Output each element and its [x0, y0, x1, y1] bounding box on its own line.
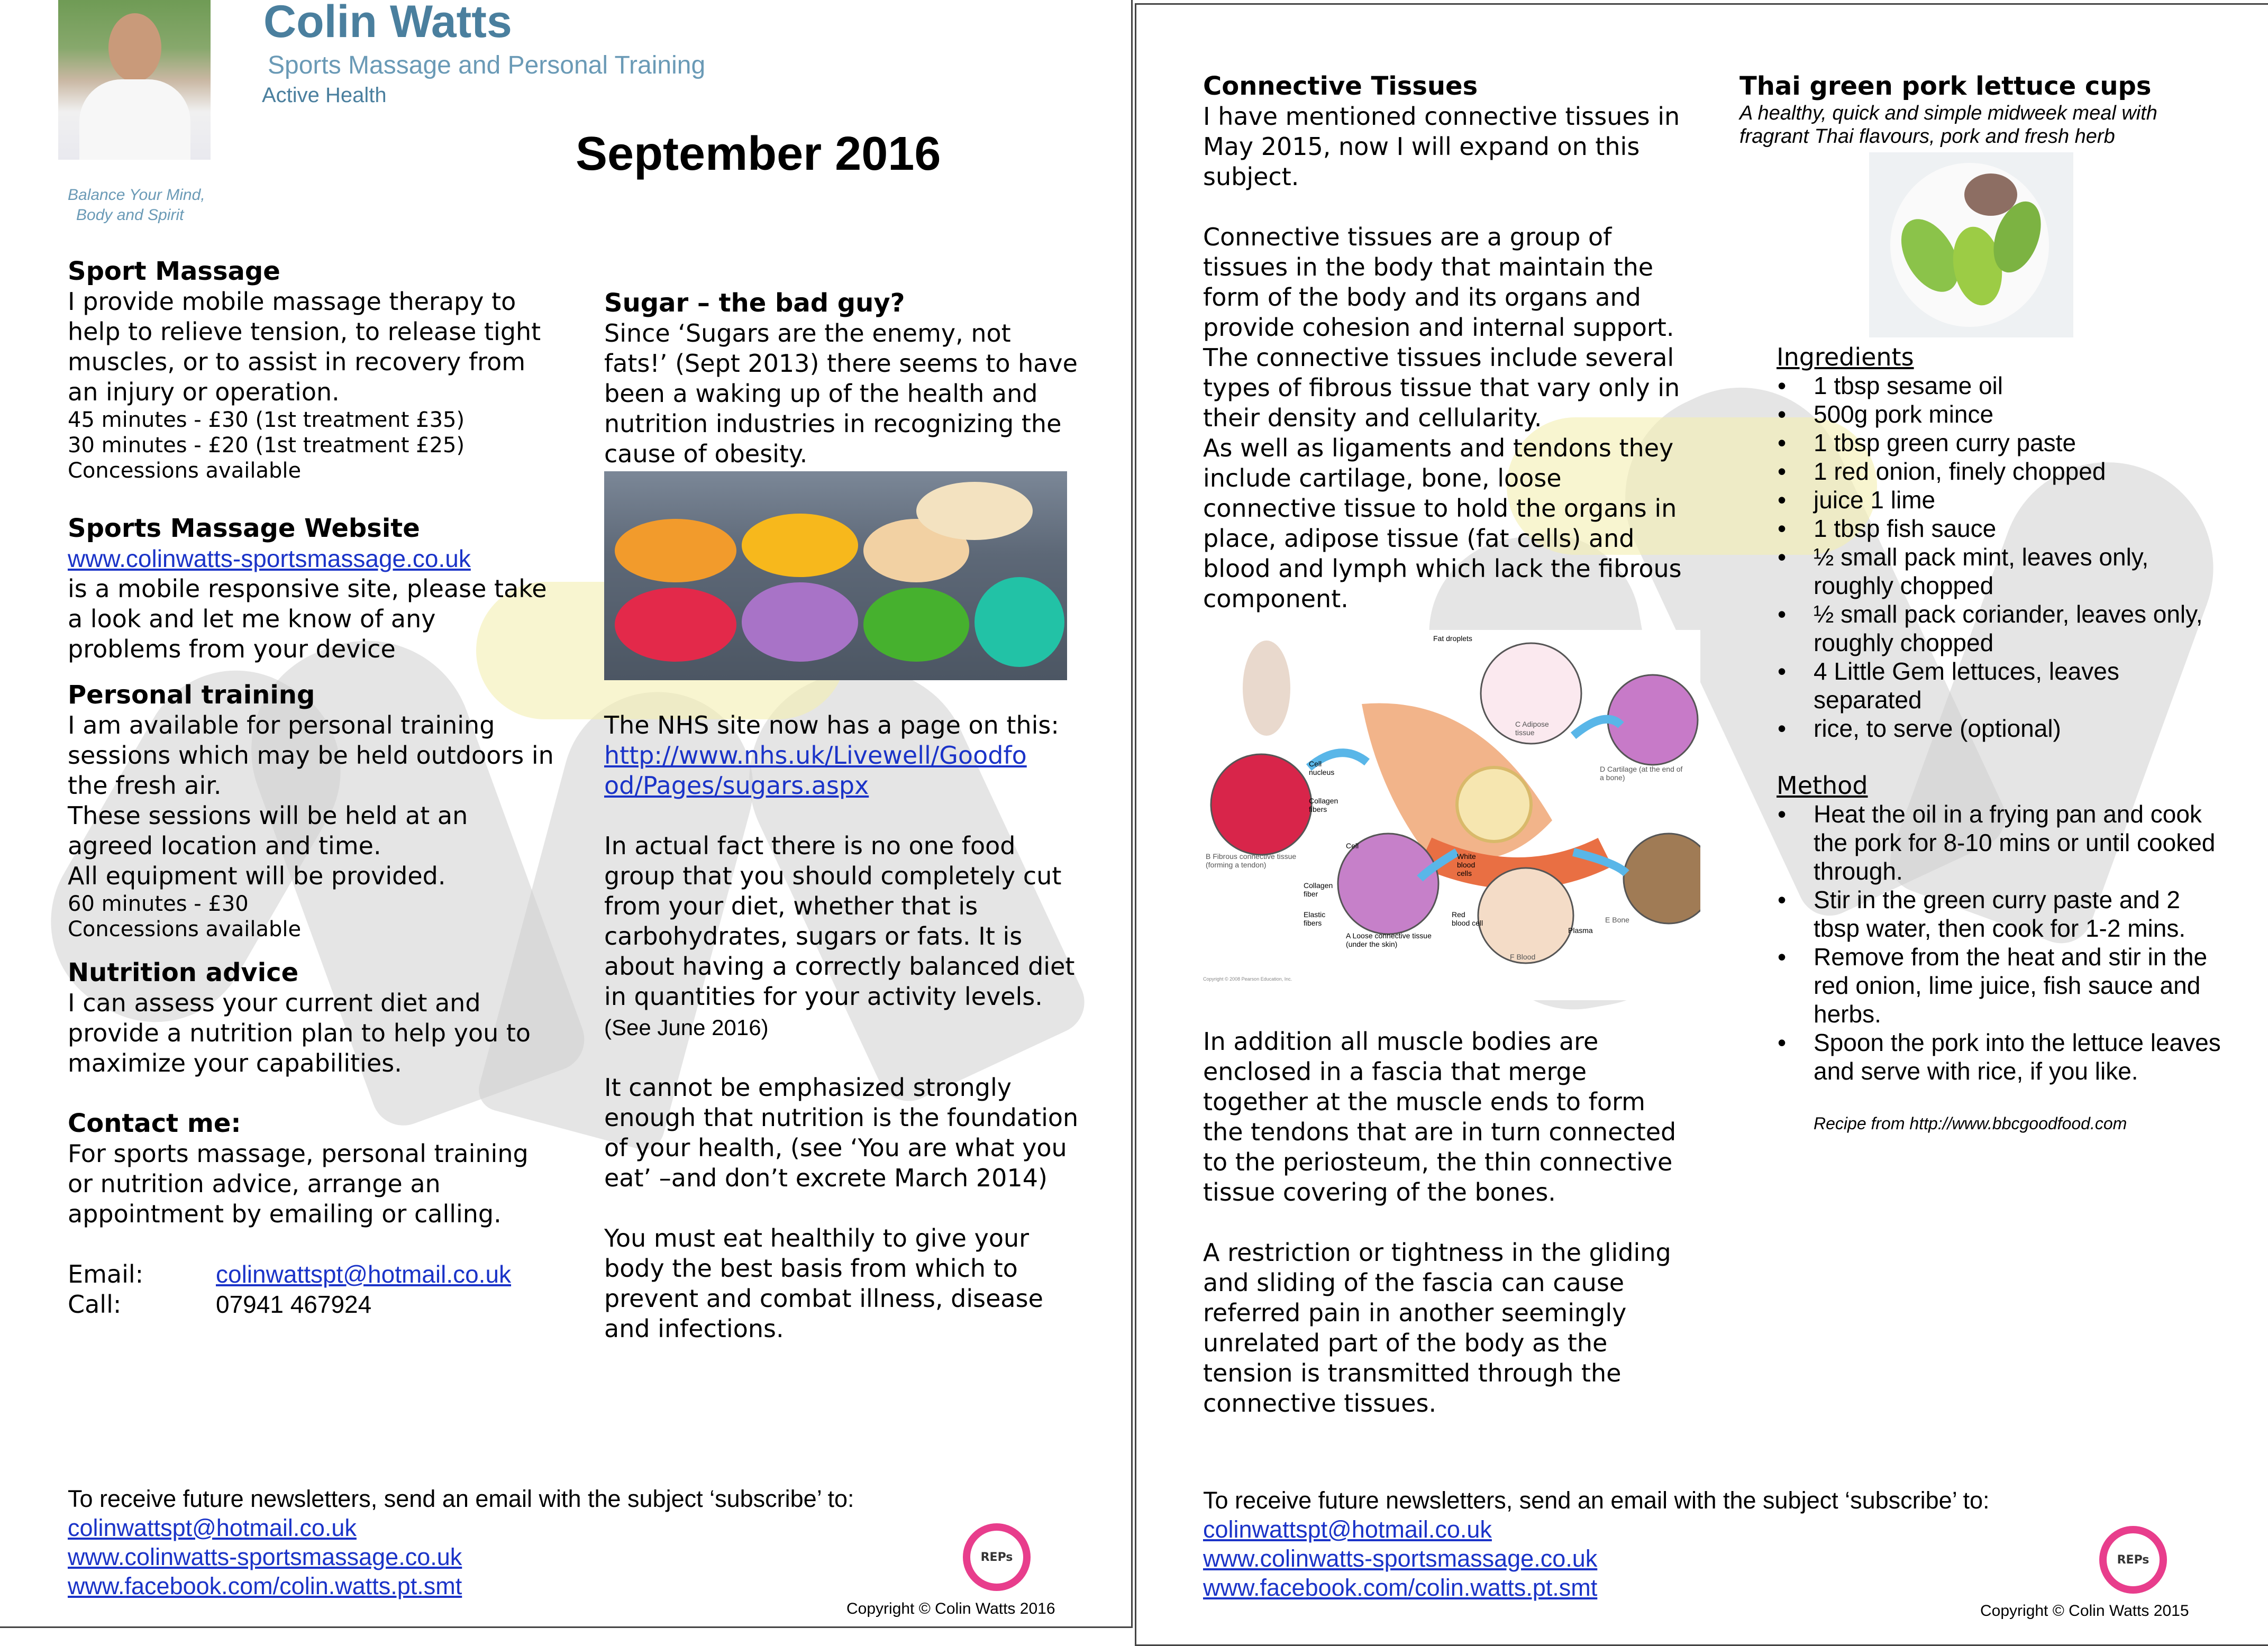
- sugar-para-1: [604, 831, 1080, 1043]
- concessions-training: Concessions available: [68, 917, 302, 941]
- label-red-blood: Red blood cell: [1452, 910, 1483, 927]
- newsletter-page-1: [0, 0, 1133, 1628]
- connective-intro: I have mentioned connective tissues in May 2015, now I will expand on this subject.: [1203, 102, 1680, 191]
- personal-training-heading: Personal training: [68, 680, 315, 710]
- ingredient-item: • 1 tbsp sesame oil: [1814, 371, 2226, 400]
- reps-badge: [963, 1523, 1031, 1591]
- contact-heading: Contact me:: [68, 1109, 241, 1138]
- business-subtitle: Sports Massage and Personal Training: [268, 51, 706, 79]
- price-60: 60 minutes - £30: [68, 892, 249, 916]
- recipe-description: A healthy, quick and simple midweek meal with fragrant Thai flavours, pork and fresh herb: [1739, 102, 2157, 148]
- label-cell-nucleus: Cell nucleus: [1309, 760, 1335, 776]
- sport-massage-text: I provide mobile massage therapy to help to relieve tension, to release tight muscles, or to assist in recovery from an injury or operation.: [68, 287, 541, 406]
- ingredient-item: • 1 tbsp fish sauce: [1814, 514, 2226, 543]
- ingredients-heading: Ingredients: [1777, 343, 1914, 371]
- sport-massage-heading: Sport Massage: [68, 257, 280, 286]
- reps-badge-2: [2099, 1526, 2167, 1594]
- contact-email-link[interactable]: colinwattspt@hotmail.co.uk: [216, 1260, 512, 1288]
- author-name: Colin Watts: [263, 0, 512, 47]
- brand-text: Active Health: [262, 84, 387, 107]
- newsletter-page-2: [1135, 3, 2268, 1646]
- connective-para-3: In addition all muscle bodies are enclosed in a fascia that merge together at the muscle ends to form the tendons that are in turn connected to the periosteum, the thin connective tissue covering of the bones.: [1203, 1027, 1677, 1206]
- method-step-item: • Remove from the heat and stir in the red onion, lime juice, fish sauce and herbs.: [1814, 943, 2226, 1028]
- connective-para-2: As well as ligaments and tendons they include cartilage, bone, loose connective tissue to hold the organs in place, adipose tissue (fat cells) and blood and lymph which lack the fibrous component.: [1203, 434, 1682, 613]
- footer-facebook-link[interactable]: www.facebook.com/colin.watts.pt.smt: [68, 1572, 462, 1599]
- profile-photo: [58, 0, 211, 160]
- label-bone: E Bone: [1605, 916, 1629, 924]
- nhs-text: The NHS site now has a page on this:: [604, 711, 1059, 739]
- label-collagen-fiber: Collagen fiber: [1304, 881, 1333, 898]
- label-elastic: Elastic fibers: [1304, 910, 1326, 927]
- ingredient-item: • ½ small pack coriander, leaves only, roughly chopped: [1814, 600, 2226, 657]
- page1-copyright: Copyright © Colin Watts 2016: [846, 1600, 1055, 1617]
- connective-para-1: Connective tissues are a group of tissues in the body that maintain the form of the body and its organs and provide cohesion and internal support. The connective tissues include several types of fibrous tissue that vary only in their density and cellularity.: [1203, 223, 1680, 432]
- sugar-intro: Since ‘Sugars are the enemy, not fats!’ (Sept 2013) there seems to have been a waking up of the health and nutrition industries in recognizing the cause of obesity.: [604, 319, 1078, 468]
- sugar-para-1-ref: (See June 2016): [604, 1015, 769, 1040]
- website-heading: Sports Massage Website: [68, 514, 420, 543]
- contact-phone-row: [68, 1290, 554, 1320]
- method-list: [1777, 800, 2226, 1085]
- email-label: Email:: [68, 1260, 144, 1288]
- connective-tissue-diagram: [1203, 630, 1700, 1000]
- price-45: 45 minutes - £30 (1st treatment £35): [68, 408, 465, 432]
- website-text: is a mobile responsive site, please take a look and let me know of any problems from your device: [68, 574, 547, 663]
- label-cell: Cell: [1346, 842, 1359, 850]
- method-step-item: • Stir in the green curry paste and 2 tbsp water, then cook for 1-2 mins.: [1814, 885, 2226, 943]
- contact-phone: 07941 467924: [216, 1291, 372, 1318]
- nutrition-heading: Nutrition advice: [68, 958, 299, 987]
- footer-site-link[interactable]: www.colinwatts-sportsmassage.co.uk: [68, 1543, 462, 1570]
- recipe-heading: Thai green pork lettuce cups: [1739, 71, 2152, 101]
- ingredient-item: • 4 Little Gem lettuces, leaves separated: [1814, 657, 2226, 714]
- recipe-column: [1739, 71, 2226, 1138]
- nhs-link-line-1[interactable]: http://www.nhs.uk/Livewell/Goodfo: [604, 741, 1027, 770]
- label-plasma: Plasma: [1568, 926, 1593, 935]
- tissue-diagram-graphic: [1203, 630, 1700, 1000]
- personal-training-text-1: I am available for personal training sessions which may be held outdoors in the fresh air.: [68, 711, 554, 800]
- sugar-para-2: It cannot be emphasized strongly enough that nutrition is the foundation of your health, (see ‘You are what you eat’ –and don’t excrete March 2014): [604, 1073, 1079, 1192]
- connective-heading: Connective Tissues: [1203, 71, 1478, 101]
- page2-footer: [1203, 1486, 1990, 1602]
- reps-badge-text: REPs: [980, 1551, 1013, 1564]
- footer-email-link-2[interactable]: colinwattspt@hotmail.co.uk: [1203, 1516, 1492, 1543]
- footer-site-link-2[interactable]: www.colinwatts-sportsmassage.co.uk: [1203, 1545, 1598, 1572]
- recipe-lists: [1739, 343, 2226, 1138]
- right-column: [604, 288, 1080, 1344]
- contact-email-row: [68, 1259, 554, 1290]
- label-fat-droplets: Fat droplets: [1433, 634, 1472, 643]
- tagline-line-2: Body and Spirit: [76, 206, 184, 224]
- diagram-copyright: Copyright © 2008 Pearson Education, Inc.: [1203, 976, 1292, 982]
- sugar-para-3: You must eat healthily to give your body the best basis from which to prevent and combat illness, disease and infections.: [604, 1224, 1043, 1343]
- call-label: Call:: [68, 1290, 122, 1319]
- tagline: [68, 185, 205, 225]
- ingredient-item: • ½ small pack mint, leaves only, roughly chopped: [1814, 543, 2226, 600]
- issue-title: September 2016: [576, 127, 941, 180]
- macarons-photo: [604, 471, 1067, 680]
- left-column: [68, 257, 554, 1320]
- label-fibrous: B Fibrous connective tissue (forming a tendon): [1206, 852, 1297, 869]
- ingredient-item: • juice 1 lime: [1814, 486, 2226, 514]
- personal-training-text-2: These sessions will be held at an agreed location and time.: [68, 801, 468, 860]
- ingredient-item: • 1 red onion, finely chopped: [1814, 457, 2226, 486]
- sugar-heading: Sugar – the bad guy?: [604, 288, 905, 318]
- subscribe-text-2: To receive future newsletters, send an email with the subject ‘subscribe’ to:: [1203, 1487, 1990, 1514]
- page1-footer: [68, 1484, 854, 1601]
- label-loose: A Loose connective tissue (under the skin): [1346, 931, 1432, 948]
- method-step-item: • Heat the oil in a frying pan and cook the pork for 8-10 mins or until cooked through.: [1814, 800, 2226, 885]
- nutrition-text: I can assess your current diet and provide a nutrition plan to help you to maximize your capabilities.: [68, 989, 531, 1077]
- recipe-source: Recipe from http://www.bbcgoodfood.com: [1814, 1114, 2127, 1133]
- ingredients-list: [1777, 371, 2226, 743]
- tagline-line-1: Balance Your Mind,: [68, 186, 205, 204]
- connective-column: [1203, 71, 1690, 1419]
- ingredient-item: • 500g pork mince: [1814, 400, 2226, 428]
- reps-badge-text-2: REPs: [2117, 1553, 2149, 1567]
- sugar-para-1-text: In actual fact there is no one food group that you should completely cut from your diet, whether that is carbohydrates, sugars or fats. It is about having a correctly balanced diet in quantities for your activity levels.: [604, 831, 1075, 1011]
- price-30: 30 minutes - £20 (1st treatment £25): [68, 433, 465, 458]
- ingredient-item: • rice, to serve (optional): [1814, 714, 2226, 743]
- label-adipose: C Adipose tissue: [1515, 720, 1549, 737]
- subscribe-text: To receive future newsletters, send an email with the subject ‘subscribe’ to:: [68, 1485, 854, 1512]
- personal-training-text-3: All equipment will be provided.: [68, 862, 446, 890]
- footer-facebook-link-2[interactable]: www.facebook.com/colin.watts.pt.smt: [1203, 1574, 1598, 1601]
- nhs-link-line-2[interactable]: od/Pages/sugars.aspx: [604, 771, 869, 800]
- contact-text: For sports massage, personal training or nutrition advice, arrange an appointment by emailing or calling.: [68, 1139, 529, 1228]
- page2-copyright: Copyright © Colin Watts 2015: [1980, 1602, 2189, 1620]
- label-blood: F Blood: [1510, 953, 1536, 961]
- ingredient-item: • 1 tbsp green curry paste: [1814, 428, 2226, 457]
- connective-para-4: A restriction or tightness in the gliding and sliding of the fascia can cause referred pain in another seemingly unrelated part of the body as the tension is transmitted through the connective tissues.: [1203, 1238, 1671, 1418]
- website-link[interactable]: www.colinwatts-sportsmassage.co.uk: [68, 545, 471, 572]
- method-heading: Method: [1777, 771, 1868, 800]
- label-white-blood: White blood cells: [1457, 852, 1476, 877]
- recipe-photo: [1869, 152, 2073, 337]
- label-collagen-fibers: Collagen fibers: [1309, 797, 1338, 813]
- footer-email-link[interactable]: colinwattspt@hotmail.co.uk: [68, 1514, 357, 1541]
- method-step-item: • Spoon the pork into the lettuce leaves and serve with rice, if you like.: [1814, 1028, 2226, 1085]
- label-cartilage: D Cartilage (at the end of a bone): [1600, 765, 1683, 782]
- concessions-massage: Concessions available: [68, 459, 302, 483]
